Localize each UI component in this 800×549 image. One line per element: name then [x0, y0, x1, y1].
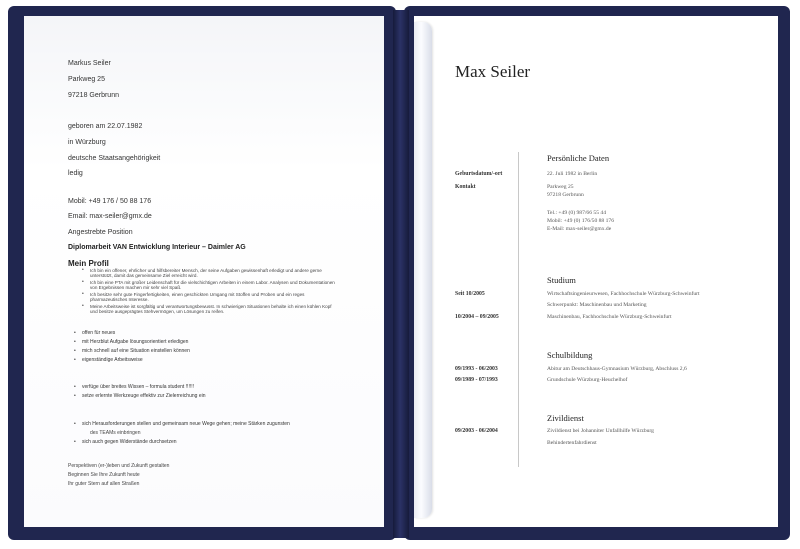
sender-name: Markus Seiler [68, 60, 111, 67]
entry-value: Abitur am Deutschhaus-Gymnasium Würzburg, Abschluss 2,6 [547, 366, 687, 372]
entry-value: Grundschule Würzburg-Heuchelhof [547, 377, 628, 383]
birth-place: in Würzburg [68, 139, 106, 146]
entry-date: 10/2004 – 09/2005 [455, 314, 499, 320]
entry-date: 09/1993 - 06/2003 [455, 366, 498, 372]
list-item-continuation: des TEAMs einbringen [90, 430, 141, 436]
folder-spine [393, 10, 409, 538]
list-item: • eigenständige Arbeitsweise [82, 357, 143, 364]
contact-label: Kontakt [455, 184, 476, 190]
address-city: 97218 Gerbrunn [547, 192, 584, 198]
email: E-Mail: max-seiler@gmx.de [547, 226, 612, 232]
closing-line: Ihr guter Stern auf allen Straßen [68, 481, 140, 487]
target-position-label: Angestrebte Position [68, 229, 133, 236]
sleeve-fold [414, 22, 432, 518]
birth-label: Geburtsdatum/-ort [455, 171, 503, 177]
phone: Tel.: +49 (0) 987/66 55 44 [547, 210, 607, 216]
address-street: Parkweg 25 [547, 184, 574, 190]
nationality: deutsche Staatsangehörigkeit [68, 155, 161, 162]
marital-status: ledig [68, 170, 83, 177]
email-address: Email: max-seiler@gmx.de [68, 213, 152, 220]
section-heading-personal: Persönliche Daten [547, 153, 610, 163]
timeline-divider [518, 152, 519, 467]
entry-value: Wirtschaftsingenieurwesen, Fachhochschule Würzburg-Schweinfurt [547, 291, 700, 297]
list-item: • offen für neues [82, 330, 115, 337]
target-position: Diplomarbeit VAN Entwicklung Interieur – Daimler AG [68, 244, 246, 251]
cv-page [414, 16, 778, 527]
profile-paragraph: • Ich bin ein offener, ehrlicher und hilfsbereiter Mensch, der seine Aufgaben gewissenhaft erledigt und andere gerne unterstützt, damit das gemeinsame Ziel erreicht wird. [90, 268, 340, 278]
section-heading-civil: Zivildienst [547, 413, 584, 423]
entry-value: Behindertenfahrdienst [547, 440, 597, 446]
list-item: • mich schnell auf eine Situation einstellen können [82, 348, 190, 355]
entry-value: Zivildienst bei Johanniter Unfallhilfe Würzburg [547, 428, 654, 434]
entry-date: Seit 10/2005 [455, 291, 485, 297]
birth-value: 22. Juli 1982 in Berlin [547, 171, 598, 177]
entry-value: Maschinenbau, Fachhochschule Würzburg-Schweinfurt [547, 314, 672, 320]
closing-line: Beginnen Sie Ihre Zukunft heute [68, 472, 140, 478]
profile-paragraph: • Meine Arbeitsweise ist sorgfältig und verantwortungsbewusst. In schwierigen Situationen behalte ich einen kühlen Kopf und besitze ausgeprägtes Stehvermögen, um Lösungen zu reifen. [90, 304, 340, 314]
profile-paragraph: • Ich besitze sehr gute Fingerfertigkeiten, einen geschickten Umgang mit Stoffen und Proben und ein reges pharmazeutisches Interesse. [90, 292, 340, 302]
list-item: • verfüge über breites Wissen – formula student !!!!!! [82, 384, 194, 391]
list-item: • setze erlernte Werkzeuge effektiv zur Zielerreichung ein [82, 393, 206, 400]
list-item: • mit Herzblut Aufgabe lösungsorientiert erledigen [82, 339, 188, 346]
profile-paragraph: • Ich bin eine PTA mit großer Leidenschaft für die vielschichtigen Arbeiten in einem Labor. Analysen und Dokumentationen von Ergebnissen machen mir sehr viel Spaß. [90, 280, 340, 290]
section-heading-school: Schulbildung [547, 350, 593, 360]
mobile: Mobil: +49 (0) 176/50 88 176 [547, 218, 615, 224]
sender-city: 97218 Gerbrunn [68, 92, 119, 99]
profile-heading: Mein Profil [68, 259, 109, 268]
list-item: • sich Herausforderungen stellen und gemeinsam neue Wege gehen; meine Stärken zugunsten [82, 421, 290, 428]
entry-value: Schwerpunkt: Maschinenbau und Marketing [547, 302, 647, 308]
mobile-number: Mobil: +49 176 / 50 88 176 [68, 198, 152, 205]
cv-title-name: Max Seiler [455, 62, 531, 81]
list-item: • sich auch gegen Widerstände durchsetzen [82, 439, 177, 446]
sender-street: Parkweg 25 [68, 76, 105, 83]
birth-date: geboren am 22.07.1982 [68, 123, 143, 130]
closing-line: Perspektiven (er-)leben und Zukunft gestalten [68, 463, 170, 469]
section-heading-study: Studium [547, 275, 576, 285]
entry-date: 09/2003 - 06/2004 [455, 428, 498, 434]
entry-date: 09/1989 - 07/1993 [455, 377, 498, 383]
